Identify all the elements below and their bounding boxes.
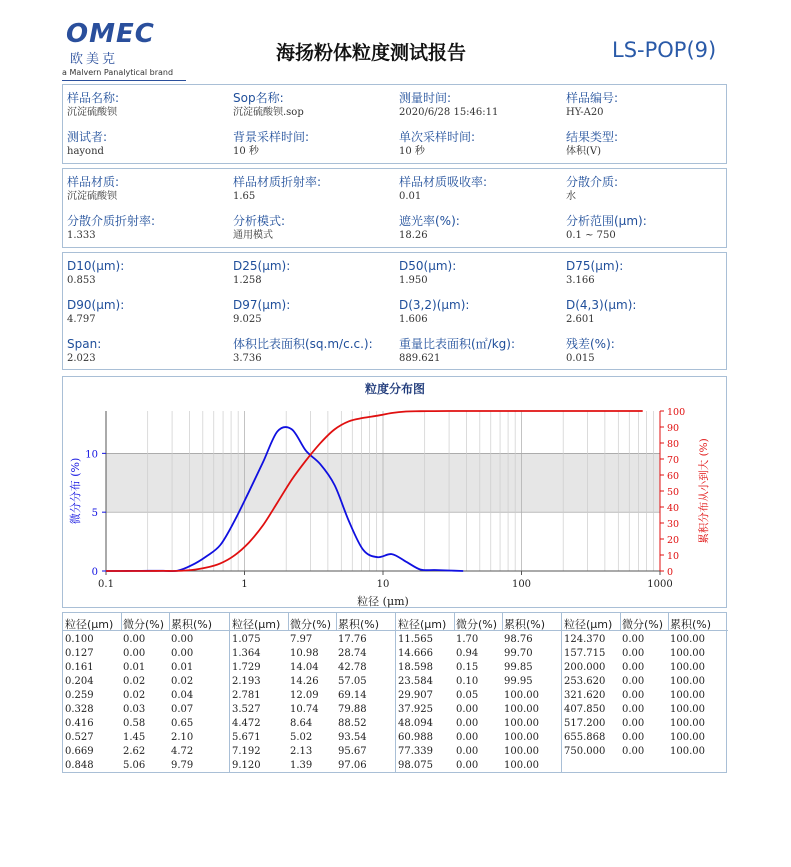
table-cell: 100.00 — [670, 718, 705, 729]
y-left-axis-label: 微分分布 (%) — [69, 457, 82, 525]
table-cell: 1.729 — [232, 662, 261, 673]
header-rule — [396, 630, 562, 631]
table-cell: 2.781 — [232, 690, 261, 701]
field-label: 背景采样时间: — [233, 130, 310, 144]
box1-field — [399, 130, 475, 158]
table-header-cell: 累积(%) — [171, 618, 213, 631]
company-logo — [62, 19, 188, 81]
table-cell: 1.364 — [232, 648, 261, 659]
table-cell: 0.00 — [456, 704, 479, 715]
table-cell: 0.00 — [456, 718, 479, 729]
field-label: D50(μm): — [399, 259, 457, 273]
table-cell: 100.00 — [670, 690, 705, 701]
table-cell: 5.02 — [290, 732, 313, 743]
y-right-tick-label: 100 — [667, 407, 686, 418]
table-cell: 42.78 — [338, 662, 367, 673]
box3-field — [566, 337, 615, 365]
field-value: 体积(V) — [566, 146, 602, 157]
table-cell: 57.05 — [338, 676, 367, 687]
field-value: 4.797 — [67, 314, 96, 325]
logo-tagline: a Malvern Panalytical brand — [62, 68, 174, 77]
field-label: 样品编号: — [566, 91, 619, 105]
table-cell: 0.00 — [622, 634, 645, 645]
table-cell: 3.527 — [232, 704, 261, 715]
x-axis-label: 粒径 (μm) — [357, 595, 409, 608]
box3-field — [67, 337, 101, 365]
y-left-tick-label: 10 — [85, 449, 98, 461]
table-cell: 99.70 — [504, 648, 533, 659]
header-rule — [230, 630, 396, 631]
table-cell: 29.907 — [398, 690, 433, 701]
table-cell: 11.565 — [398, 634, 433, 645]
box3-field — [566, 298, 636, 326]
header-divider — [502, 613, 503, 630]
box3-field — [399, 337, 515, 365]
field-value: 1.950 — [399, 275, 428, 286]
table-cell: 100.00 — [504, 760, 539, 771]
box1-field — [566, 91, 618, 119]
table-cell: 517.200 — [564, 718, 606, 729]
logo-underline — [62, 80, 186, 81]
table-column-group — [229, 613, 396, 772]
table-cell: 0.04 — [171, 690, 194, 701]
field-label: 样品名称: — [67, 91, 120, 105]
y-right-tick-label: 10 — [667, 551, 680, 562]
report-title: 海扬粉体粒度测试报告 — [276, 42, 467, 64]
table-cell: 0.05 — [456, 690, 479, 701]
box1-field — [566, 130, 618, 158]
field-label: 分析范围(μm): — [566, 214, 647, 228]
table-cell: 0.03 — [123, 704, 146, 715]
table-cell: 157.715 — [564, 648, 606, 659]
table-cell: 88.52 — [338, 718, 367, 729]
field-label: Span: — [67, 337, 102, 351]
table-cell: 0.259 — [65, 690, 94, 701]
distribution-chart — [62, 376, 727, 608]
header-divider — [620, 613, 621, 630]
field-value: 3.736 — [233, 353, 262, 364]
table-cell: 2.10 — [171, 732, 194, 743]
table-cell: 100.00 — [504, 704, 539, 715]
y-right-tick-label: 90 — [667, 423, 680, 434]
header-rule — [63, 630, 229, 631]
box3-field — [566, 259, 623, 287]
table-cell: 200.000 — [564, 662, 606, 673]
table-cell: 5.671 — [232, 732, 261, 743]
table-cell: 100.00 — [670, 634, 705, 645]
field-value: 2.023 — [67, 353, 96, 364]
field-label: 分散介质: — [566, 175, 619, 189]
field-value: 18.26 — [399, 230, 428, 241]
box2-field — [566, 214, 647, 242]
table-cell: 2.13 — [290, 746, 313, 757]
table-cell: 0.848 — [65, 760, 94, 771]
box3-field — [67, 298, 124, 326]
table-cell: 28.74 — [338, 648, 367, 659]
table-header-cell: 微分(%) — [622, 618, 664, 631]
table-column-group — [63, 613, 229, 772]
field-label: D25(μm): — [233, 259, 291, 273]
report-code: LS-POP(9) — [612, 38, 717, 62]
table-cell: 93.54 — [338, 732, 367, 743]
table-cell: 0.00 — [622, 662, 645, 673]
table-cell: 0.00 — [123, 634, 146, 645]
table-cell: 0.00 — [171, 634, 194, 645]
table-cell: 0.02 — [123, 676, 146, 687]
field-value: 2.601 — [566, 314, 595, 325]
field-value: 0.1 ~ 750 — [566, 230, 616, 241]
table-header-cell: 粒径(μm) — [232, 618, 281, 631]
field-label: 结果类型: — [566, 130, 619, 144]
header-divider — [288, 613, 289, 630]
table-cell: 14.26 — [290, 676, 319, 687]
table-cell: 99.85 — [504, 662, 533, 673]
field-value: 水 — [566, 191, 576, 202]
table-cell: 0.94 — [456, 648, 479, 659]
table-header-cell: 粒径(μm) — [398, 618, 447, 631]
table-cell: 124.370 — [564, 634, 606, 645]
table-cell: 0.00 — [622, 648, 645, 659]
x-tick-label: 1000 — [647, 579, 673, 590]
table-cell: 0.100 — [65, 634, 94, 645]
x-tick-label: 0.1 — [98, 579, 114, 590]
field-label: 体积比表面积(sq.m/c.c.): — [233, 337, 373, 351]
table-cell: 97.06 — [338, 760, 367, 771]
table-cell: 99.95 — [504, 676, 533, 687]
field-label: 样品材质: — [67, 175, 120, 189]
y-right-tick-label: 20 — [667, 535, 680, 546]
field-label: 样品材质折射率: — [233, 175, 322, 189]
table-cell: 14.04 — [290, 662, 319, 673]
field-label: 样品材质吸收率: — [399, 175, 488, 189]
field-label: D97(μm): — [233, 298, 291, 312]
table-cell: 655.868 — [564, 732, 606, 743]
chart-svg — [63, 377, 728, 609]
field-value: 10 秒 — [233, 146, 259, 157]
field-value: 10 秒 — [399, 146, 425, 157]
field-value: 沉淀硫酸钡 — [67, 191, 117, 202]
table-cell: 100.00 — [670, 648, 705, 659]
table-cell: 7.192 — [232, 746, 261, 757]
box2-field — [67, 214, 155, 242]
table-header-cell: 累积(%) — [670, 618, 712, 631]
table-cell: 0.02 — [171, 676, 194, 687]
y-right-tick-label: 40 — [667, 503, 680, 514]
header-divider — [169, 613, 170, 630]
table-cell: 79.88 — [338, 704, 367, 715]
table-cell: 0.00 — [622, 704, 645, 715]
table-cell: 98.075 — [398, 760, 433, 771]
table-cell: 407.850 — [564, 704, 606, 715]
table-cell: 1.075 — [232, 634, 261, 645]
box3-field — [233, 259, 290, 287]
table-cell: 0.65 — [171, 718, 194, 729]
header-divider — [336, 613, 337, 630]
y-right-tick-label: 80 — [667, 439, 680, 450]
table-cell: 100.00 — [504, 718, 539, 729]
box3-field — [67, 259, 124, 287]
data-table — [62, 612, 727, 773]
field-value: 沉淀硫酸钡 — [67, 107, 117, 118]
box2-field — [399, 175, 487, 203]
table-cell: 17.76 — [338, 634, 367, 645]
field-value: 0.853 — [67, 275, 96, 286]
table-cell: 750.000 — [564, 746, 606, 757]
table-cell: 100.00 — [670, 676, 705, 687]
table-cell: 100.00 — [670, 704, 705, 715]
table-header-cell: 微分(%) — [290, 618, 332, 631]
table-cell: 321.620 — [564, 690, 606, 701]
table-cell: 14.666 — [398, 648, 433, 659]
box2-field — [399, 214, 460, 242]
table-cell: 2.193 — [232, 676, 261, 687]
field-label: 重量比表面积(㎡/kg): — [399, 337, 516, 351]
table-cell: 69.14 — [338, 690, 367, 701]
table-cell: 0.01 — [171, 662, 194, 673]
table-cell: 77.339 — [398, 746, 433, 757]
field-value: 3.166 — [566, 275, 595, 286]
x-tick-label: 100 — [511, 579, 532, 590]
box1-field — [67, 91, 119, 119]
field-value: 0.01 — [399, 191, 422, 202]
table-cell: 7.97 — [290, 634, 313, 645]
table-cell: 0.161 — [65, 662, 94, 673]
table-column-group — [395, 613, 562, 772]
table-cell: 2.62 — [123, 746, 146, 757]
header-divider — [454, 613, 455, 630]
y-right-tick-label: 50 — [667, 487, 680, 498]
sample-info-box — [62, 84, 727, 164]
box2-field — [233, 175, 321, 203]
table-cell: 48.094 — [398, 718, 433, 729]
box3-field — [399, 259, 456, 287]
table-cell: 100.00 — [670, 746, 705, 757]
table-cell: 0.00 — [622, 676, 645, 687]
box3-field — [233, 298, 290, 326]
field-label: D75(μm): — [566, 259, 624, 273]
logo-mark: OMEC — [66, 19, 155, 49]
table-cell: 4.72 — [171, 746, 194, 757]
field-value: 2020/6/28 15:46:11 — [399, 107, 499, 118]
table-cell: 0.01 — [123, 662, 146, 673]
field-label: 分析模式: — [233, 214, 286, 228]
table-cell: 8.64 — [290, 718, 313, 729]
table-header-cell: 累积(%) — [504, 618, 546, 631]
table-cell: 10.98 — [290, 648, 319, 659]
field-label: D(4,3)(μm): — [566, 298, 637, 312]
table-cell: 0.10 — [456, 676, 479, 687]
table-cell: 0.00 — [622, 746, 645, 757]
table-cell: 100.00 — [504, 746, 539, 757]
header-divider — [668, 613, 669, 630]
table-cell: 9.79 — [171, 760, 194, 771]
table-cell: 0.00 — [622, 718, 645, 729]
field-label: 残差(%): — [566, 337, 615, 351]
table-cell: 1.70 — [456, 634, 479, 645]
y-right-tick-label: 60 — [667, 471, 680, 482]
y-right-tick-label: 70 — [667, 455, 680, 466]
logo-chinese: 欧美克 — [70, 52, 119, 67]
field-value: 0.015 — [566, 353, 595, 364]
field-value: 1.333 — [67, 230, 96, 241]
field-value: 1.606 — [399, 314, 428, 325]
table-cell: 0.58 — [123, 718, 146, 729]
table-cell: 18.598 — [398, 662, 433, 673]
box1-field — [233, 130, 309, 158]
field-label: D(3,2)(μm): — [399, 298, 470, 312]
table-cell: 100.00 — [504, 732, 539, 743]
results-box — [62, 252, 727, 370]
table-cell: 98.76 — [504, 634, 533, 645]
field-value: 1.258 — [233, 275, 262, 286]
table-cell: 100.00 — [504, 690, 539, 701]
field-label: 测试者: — [67, 130, 108, 144]
table-header-cell: 粒径(μm) — [65, 618, 114, 631]
box1-field — [233, 91, 304, 119]
table-header-cell: 累积(%) — [338, 618, 380, 631]
field-value: 9.025 — [233, 314, 262, 325]
table-cell: 100.00 — [670, 662, 705, 673]
table-header-cell: 微分(%) — [123, 618, 165, 631]
table-cell: 37.925 — [398, 704, 433, 715]
table-cell: 0.00 — [456, 746, 479, 757]
box3-field — [233, 337, 373, 365]
field-value: 沉淀硫酸钡.sop — [233, 107, 304, 118]
field-label: Sop名称: — [233, 91, 284, 105]
chart-title: 粒度分布图 — [364, 382, 426, 396]
table-header-cell: 粒径(μm) — [564, 618, 613, 631]
y-right-tick-label: 0 — [667, 567, 674, 578]
x-tick-label: 1 — [241, 579, 248, 590]
field-label: 遮光率(%): — [399, 214, 460, 228]
table-cell: 0.07 — [171, 704, 194, 715]
table-cell: 0.204 — [65, 676, 94, 687]
table-cell: 0.02 — [123, 690, 146, 701]
field-label: D10(μm): — [67, 259, 125, 273]
table-cell: 0.669 — [65, 746, 94, 757]
field-label: 单次采样时间: — [399, 130, 476, 144]
y-right-axis-label: 累积分布从小到大 (%) — [698, 438, 710, 544]
table-cell: 10.74 — [290, 704, 319, 715]
field-label: 分散介质折射率: — [67, 214, 156, 228]
material-info-box — [62, 168, 727, 248]
table-cell: 0.527 — [65, 732, 94, 743]
table-cell: 0.00 — [171, 648, 194, 659]
y-right-tick-label: 30 — [667, 519, 680, 530]
table-cell: 23.584 — [398, 676, 433, 687]
field-value: hayond — [67, 146, 104, 157]
table-cell: 0.127 — [65, 648, 94, 659]
table-cell: 0.416 — [65, 718, 94, 729]
x-tick-label: 10 — [376, 579, 390, 590]
table-cell: 0.15 — [456, 662, 479, 673]
table-cell: 5.06 — [123, 760, 146, 771]
box1-field — [399, 91, 498, 119]
field-label: 测量时间: — [399, 91, 452, 105]
table-column-group — [561, 613, 728, 772]
header-divider — [121, 613, 122, 630]
field-value: 1.65 — [233, 191, 256, 202]
table-cell: 100.00 — [670, 732, 705, 743]
field-value: 889.621 — [399, 353, 441, 364]
table-cell: 1.45 — [123, 732, 146, 743]
header-rule — [562, 630, 728, 631]
table-cell: 0.00 — [456, 760, 479, 771]
y-left-tick-label: 0 — [91, 567, 98, 578]
table-cell: 0.328 — [65, 704, 94, 715]
field-label: D90(μm): — [67, 298, 125, 312]
table-header-cell: 微分(%) — [456, 618, 498, 631]
box1-field — [67, 130, 107, 158]
table-cell: 0.00 — [123, 648, 146, 659]
table-cell: 60.988 — [398, 732, 433, 743]
field-value: HY-A20 — [566, 107, 604, 118]
table-cell: 253.620 — [564, 676, 606, 687]
box2-field — [67, 175, 119, 203]
field-value: 通用模式 — [233, 230, 273, 241]
y-left-tick-label: 5 — [91, 508, 98, 520]
table-cell: 1.39 — [290, 760, 313, 771]
table-cell: 4.472 — [232, 718, 261, 729]
table-cell: 0.00 — [622, 690, 645, 701]
box2-field — [566, 175, 618, 203]
table-cell: 0.00 — [622, 732, 645, 743]
table-cell: 95.67 — [338, 746, 367, 757]
table-cell: 12.09 — [290, 690, 319, 701]
table-cell: 0.00 — [456, 732, 479, 743]
table-cell: 9.120 — [232, 760, 261, 771]
box2-field — [233, 214, 285, 242]
box3-field — [399, 298, 469, 326]
